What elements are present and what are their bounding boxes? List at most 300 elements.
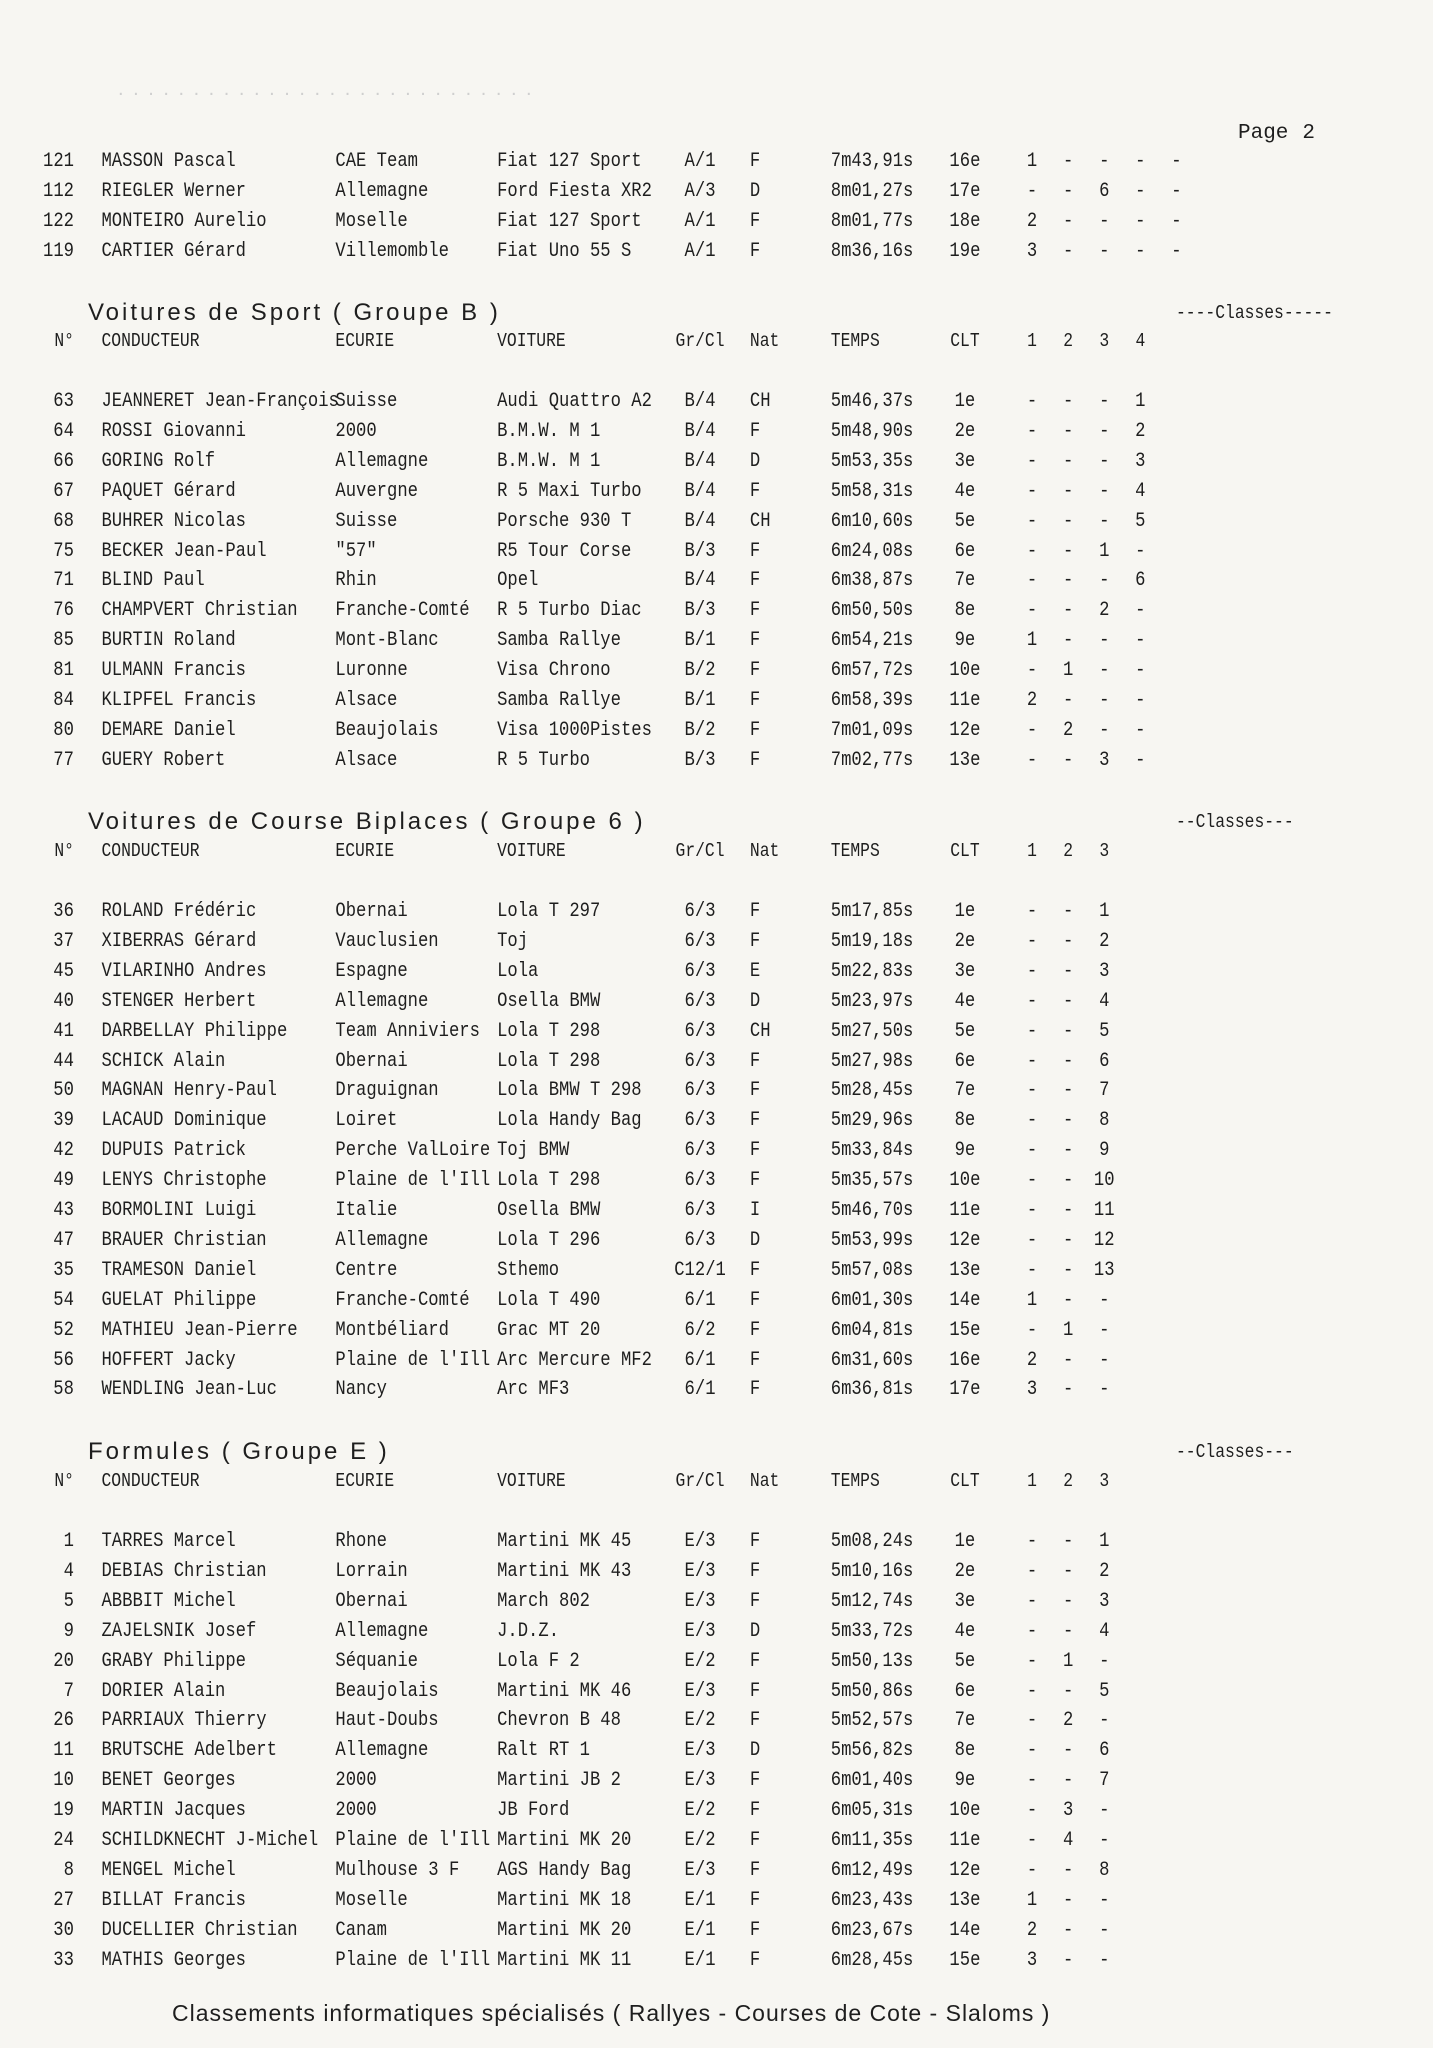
entry-number: 119: [43, 239, 74, 263]
entry-number: 47: [53, 1228, 74, 1252]
team-name: CAE Team: [335, 150, 418, 173]
entry-number: 71: [53, 569, 74, 593]
overall-rank: 6e: [954, 1049, 976, 1073]
nationality: F: [749, 1589, 761, 1613]
class-1-rank: -: [1026, 1228, 1038, 1252]
group-class: B/4: [684, 569, 716, 593]
class-1-rank: 1: [1026, 1288, 1038, 1312]
class-1-rank: -: [1026, 748, 1038, 772]
class-3-rank: 1: [1099, 1530, 1110, 1553]
overall-rank: 4e: [954, 1619, 976, 1643]
class-2-rank: -: [1062, 209, 1074, 233]
header-car: VOITURE: [497, 1470, 566, 1492]
car-model: Lola T 298: [497, 1019, 601, 1043]
team-name: 2000: [335, 419, 377, 443]
class-3-rank: 2: [1099, 1559, 1110, 1583]
class-2-rank: 4: [1062, 1829, 1074, 1852]
class-1-rank: 2: [1026, 689, 1038, 712]
class-3-rank: -: [1099, 390, 1110, 413]
car-model: R 5 Turbo: [497, 748, 590, 772]
nationality: F: [749, 1799, 761, 1823]
driver-name: LENYS Christophe: [101, 1169, 267, 1193]
nationality: F: [749, 599, 761, 623]
driver-name: STENGER Herbert: [101, 989, 257, 1013]
entry-number: 50: [53, 1079, 74, 1103]
team-name: Allemagne: [335, 1619, 429, 1643]
header-nat: Nat: [749, 330, 780, 352]
team-name: Rhone: [335, 1530, 388, 1553]
race-time: 5m28,45s: [830, 1079, 914, 1103]
race-time: 8m01,77s: [830, 209, 914, 233]
nationality: F: [749, 718, 761, 742]
entry-number: 84: [53, 689, 74, 712]
nationality: I: [749, 1199, 761, 1222]
class-1-rank: -: [1026, 1109, 1038, 1133]
nationality: F: [749, 419, 761, 443]
overall-rank: 1e: [954, 1530, 976, 1553]
nationality: F: [749, 659, 761, 683]
class-2-rank: 2: [1062, 1709, 1074, 1733]
nationality: F: [749, 1288, 761, 1312]
overall-rank: 13e: [949, 748, 981, 772]
overall-rank: 15e: [949, 1948, 981, 1972]
car-model: J.D.Z.: [497, 1619, 560, 1643]
class-1-rank: -: [1026, 1619, 1038, 1643]
nationality: F: [749, 209, 761, 233]
group-class: B/4: [684, 479, 716, 503]
driver-name: CARTIER Gérard: [101, 239, 246, 263]
team-name: Plaine de l'Ill: [335, 1169, 491, 1193]
team-name: Plaine de l'Ill: [335, 1829, 491, 1852]
nationality: D: [749, 1619, 761, 1643]
car-model: Fiat 127 Sport: [497, 209, 642, 233]
car-model: Lola F 2: [497, 1649, 580, 1673]
class-1-rank: 2: [1026, 209, 1038, 233]
entry-number: 35: [53, 1258, 74, 1282]
race-time: 6m38,87s: [830, 569, 914, 593]
class-2-rank: -: [1062, 179, 1074, 203]
race-time: 6m23,43s: [830, 1888, 914, 1912]
race-time: 7m02,77s: [830, 748, 914, 772]
overall-rank: 17e: [949, 1378, 981, 1402]
class-2-rank: 2: [1062, 718, 1074, 742]
class-1-rank: -: [1026, 1559, 1038, 1583]
team-name: Italie: [335, 1199, 398, 1222]
driver-name: MARTIN Jacques: [101, 1799, 246, 1823]
group-class: B/3: [684, 599, 716, 623]
entry-number: 26: [53, 1709, 74, 1733]
race-time: 6m04,81s: [830, 1318, 914, 1342]
team-name: Centre: [335, 1258, 398, 1282]
team-name: Alsace: [335, 689, 398, 712]
section-title: Formules ( Groupe E ): [88, 1438, 390, 1465]
car-model: Martini JB 2: [497, 1769, 621, 1793]
nationality: CH: [749, 509, 771, 533]
race-time: 5m23,97s: [830, 989, 914, 1013]
race-time: 6m01,30s: [830, 1288, 914, 1312]
header-rank: CLT: [950, 840, 980, 862]
class-3-rank: -: [1099, 1709, 1110, 1733]
class-5-rank: -: [1171, 239, 1182, 263]
class-1-rank: 2: [1026, 1918, 1038, 1942]
driver-name: MATHIS Georges: [101, 1948, 246, 1972]
class-2-rank: -: [1062, 1858, 1074, 1882]
header-group: Gr/Cl: [675, 840, 725, 862]
driver-name: DORIER Alain: [101, 1679, 226, 1703]
driver-name: DEBIAS Christian: [101, 1559, 267, 1583]
team-name: Plaine de l'Ill: [335, 1348, 491, 1372]
nationality: F: [749, 1888, 761, 1912]
driver-name: CHAMPVERT Christian: [101, 599, 298, 623]
group-class: E/1: [684, 1918, 716, 1942]
race-time: 6m58,39s: [830, 689, 914, 712]
car-model: Samba Rallye: [497, 689, 621, 712]
class-1-rank: -: [1026, 1679, 1038, 1703]
class-2-rank: -: [1062, 1378, 1074, 1402]
race-time: 6m50,50s: [830, 599, 914, 623]
nationality: F: [749, 1918, 761, 1942]
driver-name: RIEGLER Werner: [101, 179, 246, 203]
driver-name: BLIND Paul: [101, 569, 205, 593]
header-class-3: 3: [1099, 840, 1110, 862]
car-model: Audi Quattro A2: [497, 390, 652, 413]
class-1-rank: -: [1026, 419, 1038, 443]
nationality: D: [749, 179, 761, 203]
team-name: Franche-Comté: [335, 599, 470, 623]
entry-number: 121: [43, 150, 74, 173]
group-class: E/3: [684, 1858, 716, 1882]
overall-rank: 17e: [949, 179, 981, 203]
entry-number: 85: [53, 629, 74, 653]
nationality: F: [749, 1649, 761, 1673]
class-3-rank: -: [1099, 509, 1110, 533]
group-class: E/3: [684, 1769, 716, 1793]
race-time: 6m11,35s: [830, 1829, 914, 1852]
class-3-rank: -: [1099, 569, 1110, 593]
header-class-3: 3: [1099, 1470, 1110, 1492]
car-model: Chevron B 48: [497, 1709, 621, 1733]
entry-number: 27: [53, 1888, 74, 1912]
entry-number: 63: [53, 390, 74, 413]
class-3-rank: -: [1099, 150, 1110, 173]
class-2-rank: -: [1062, 479, 1074, 503]
header-car: VOITURE: [497, 840, 566, 862]
team-name: Allemagne: [335, 1228, 429, 1252]
header-driver: CONDUCTEUR: [101, 840, 200, 862]
entry-number: 33: [53, 1948, 74, 1972]
overall-rank: 14e: [949, 1918, 981, 1942]
overall-rank: 12e: [949, 1228, 981, 1252]
group-class: E/1: [684, 1888, 716, 1912]
driver-name: VILARINHO Andres: [101, 959, 267, 983]
class-4-rank: 3: [1135, 449, 1146, 473]
driver-name: ROSSI Giovanni: [101, 419, 246, 443]
header-driver: CONDUCTEUR: [101, 1470, 200, 1492]
header-num: N°: [54, 1470, 74, 1492]
group-class: E/2: [684, 1709, 716, 1733]
entry-number: 45: [53, 959, 74, 983]
race-time: 5m22,83s: [830, 959, 914, 983]
race-time: 5m46,70s: [830, 1199, 914, 1222]
nationality: D: [749, 1739, 761, 1763]
team-name: Auvergne: [335, 479, 418, 503]
class-1-rank: 1: [1026, 150, 1038, 173]
class-3-rank: 6: [1099, 1739, 1110, 1763]
class-2-rank: -: [1062, 239, 1074, 263]
class-3-rank: 9: [1099, 1139, 1110, 1163]
class-4-rank: -: [1135, 179, 1146, 203]
driver-name: ZAJELSNIK Josef: [101, 1619, 257, 1643]
class-4-rank: -: [1135, 539, 1146, 563]
header-class-2: 2: [1063, 1470, 1074, 1492]
group-class: 6/3: [684, 1199, 716, 1222]
class-2-rank: -: [1062, 1619, 1074, 1643]
class-4-rank: -: [1135, 629, 1146, 653]
car-model: Toj BMW: [497, 1139, 570, 1163]
header-time: TEMPS: [830, 1470, 880, 1492]
class-4-rank: -: [1135, 689, 1146, 712]
overall-rank: 10e: [949, 1169, 981, 1193]
nationality: F: [749, 239, 761, 263]
class-2-rank: -: [1062, 1288, 1074, 1312]
nationality: F: [749, 479, 761, 503]
class-1-rank: -: [1026, 1530, 1038, 1553]
driver-name: BRAUER Christian: [101, 1228, 267, 1252]
entry-number: 1: [63, 1530, 74, 1553]
group-class: 6/1: [684, 1378, 716, 1402]
class-2-rank: -: [1062, 569, 1074, 593]
nationality: F: [749, 1858, 761, 1882]
team-name: Team Anniviers: [335, 1019, 480, 1043]
car-model: Martini MK 20: [497, 1829, 632, 1852]
class-2-rank: -: [1062, 449, 1074, 473]
class-2-rank: -: [1062, 1079, 1074, 1103]
class-3-rank: -: [1099, 1948, 1110, 1972]
overall-rank: 12e: [949, 718, 981, 742]
group-class: E/2: [684, 1829, 716, 1852]
header-class-2: 2: [1063, 840, 1074, 862]
overall-rank: 8e: [954, 1109, 976, 1133]
class-1-rank: -: [1026, 989, 1038, 1013]
team-name: Séquanie: [335, 1649, 418, 1673]
header-time: TEMPS: [830, 330, 880, 352]
team-name: Vauclusien: [335, 929, 439, 953]
entry-number: 80: [53, 718, 74, 742]
group-class: 6/3: [684, 1169, 716, 1193]
header-num: N°: [54, 840, 74, 862]
class-1-rank: -: [1026, 1858, 1038, 1882]
car-model: Martini MK 18: [497, 1888, 632, 1912]
race-time: 5m50,86s: [830, 1679, 914, 1703]
team-name: Obernai: [335, 1049, 408, 1073]
class-1-rank: -: [1026, 1139, 1038, 1163]
driver-name: SCHICK Alain: [101, 1049, 226, 1073]
class-3-rank: 7: [1099, 1769, 1110, 1793]
overall-rank: 16e: [949, 1348, 981, 1372]
overall-rank: 11e: [949, 689, 981, 712]
car-model: AGS Handy Bag: [497, 1858, 632, 1882]
header-team: ECURIE: [335, 330, 395, 352]
class-3-rank: 6: [1099, 1049, 1110, 1073]
class-1-rank: 3: [1026, 239, 1038, 263]
class-3-rank: -: [1099, 1288, 1110, 1312]
class-3-rank: -: [1099, 239, 1110, 263]
driver-name: DUCELLIER Christian: [101, 1918, 298, 1942]
class-2-rank: 1: [1062, 1649, 1074, 1673]
race-time: 5m50,13s: [830, 1649, 914, 1673]
entry-number: 56: [53, 1348, 74, 1372]
group-class: 6/3: [684, 929, 716, 953]
entry-number: 9: [63, 1619, 74, 1643]
car-model: Visa Chrono: [497, 659, 611, 683]
entry-number: 67: [53, 479, 74, 503]
class-3-rank: -: [1099, 629, 1110, 653]
car-model: Osella BMW: [497, 989, 601, 1013]
overall-rank: 7e: [954, 1709, 976, 1733]
class-4-rank: 6: [1135, 569, 1146, 593]
car-model: Porsche 930 T: [497, 509, 632, 533]
race-time: 5m56,82s: [830, 1739, 914, 1763]
nationality: F: [749, 1948, 761, 1972]
driver-name: MONTEIRO Aurelio: [101, 209, 267, 233]
nationality: F: [749, 1169, 761, 1193]
group-class: 6/3: [684, 1019, 716, 1043]
group-class: E/3: [684, 1619, 716, 1643]
race-time: 5m53,99s: [830, 1228, 914, 1252]
driver-name: DARBELLAY Philippe: [101, 1019, 288, 1043]
group-class: B/1: [684, 689, 716, 712]
class-1-rank: -: [1026, 449, 1038, 473]
race-time: 6m01,40s: [830, 1769, 914, 1793]
class-3-rank: 3: [1099, 1589, 1110, 1613]
entry-number: 49: [53, 1169, 74, 1193]
nationality: F: [749, 748, 761, 772]
team-name: Draguignan: [335, 1079, 439, 1103]
overall-rank: 9e: [954, 1769, 976, 1793]
car-model: March 802: [497, 1589, 590, 1613]
driver-name: SCHILDKNECHT J-Michel: [101, 1829, 319, 1852]
class-1-rank: -: [1026, 1169, 1038, 1193]
race-time: 5m10,16s: [830, 1559, 914, 1583]
car-model: Fiat Uno 55 S: [497, 239, 632, 263]
entry-number: 20: [53, 1649, 74, 1673]
driver-name: MATHIEU Jean-Pierre: [101, 1318, 298, 1342]
class-2-rank: -: [1062, 1918, 1074, 1942]
entry-number: 36: [53, 900, 74, 923]
overall-rank: 5e: [954, 509, 976, 533]
race-time: 5m12,74s: [830, 1589, 914, 1613]
driver-name: BECKER Jean-Paul: [101, 539, 267, 563]
header-group: Gr/Cl: [675, 330, 725, 352]
car-model: Martini MK 20: [497, 1918, 632, 1942]
class-3-rank: -: [1099, 1649, 1110, 1673]
class-2-rank: -: [1062, 1049, 1074, 1073]
header-class-1: 1: [1027, 330, 1037, 352]
team-name: Allemagne: [335, 989, 429, 1013]
driver-name: JEANNERET Jean-François: [101, 390, 339, 413]
group-class: E/3: [684, 1559, 716, 1583]
car-model: Toj: [497, 929, 529, 953]
header-class-2: 2: [1063, 330, 1074, 352]
race-time: 5m19,18s: [830, 929, 914, 953]
race-time: 8m36,16s: [830, 239, 914, 263]
group-class: A/1: [684, 239, 716, 263]
class-2-rank: -: [1062, 150, 1074, 173]
class-4-rank: 1: [1135, 390, 1146, 413]
class-2-rank: -: [1062, 1139, 1074, 1163]
overall-rank: 3e: [954, 959, 976, 983]
class-4-rank: -: [1135, 659, 1146, 683]
group-class: 6/3: [684, 1228, 716, 1252]
car-model: Lola BMW T 298: [497, 1079, 642, 1103]
class-3-rank: -: [1099, 1348, 1110, 1372]
nationality: F: [749, 1348, 761, 1372]
class-2-rank: -: [1062, 539, 1074, 563]
nationality: D: [749, 989, 761, 1013]
nationality: F: [749, 1378, 761, 1402]
footer-note: Classements informatiques spécialisés ( Rallyes - Courses de Cote - Slaloms ): [172, 2000, 1051, 2026]
group-class: E/3: [684, 1679, 716, 1703]
team-name: Moselle: [335, 209, 408, 233]
class-1-rank: -: [1026, 1799, 1038, 1823]
driver-name: GUERY Robert: [101, 748, 226, 772]
classes-label: --Classes---: [1176, 1441, 1294, 1463]
class-2-rank: -: [1062, 629, 1074, 653]
overall-rank: 5e: [954, 1649, 976, 1673]
class-3-rank: -: [1099, 689, 1110, 712]
entry-number: 112: [43, 179, 74, 203]
car-model: Fiat 127 Sport: [497, 150, 642, 173]
race-time: 6m12,49s: [830, 1858, 914, 1882]
driver-name: BUHRER Nicolas: [101, 509, 246, 533]
group-class: B/4: [684, 390, 716, 413]
header-team: ECURIE: [335, 1470, 395, 1492]
class-3-rank: 4: [1099, 989, 1110, 1013]
entry-number: 76: [53, 599, 74, 623]
class-1-rank: -: [1026, 509, 1038, 533]
class-2-rank: -: [1062, 1739, 1074, 1763]
entry-number: 37: [53, 929, 74, 953]
class-2-rank: 3: [1062, 1799, 1074, 1823]
class-1-rank: -: [1026, 479, 1038, 503]
class-4-rank: -: [1135, 748, 1146, 772]
page-number: [1238, 122, 1329, 145]
race-time: 6m54,21s: [830, 629, 914, 653]
class-1-rank: -: [1026, 718, 1038, 742]
group-class: B/3: [684, 539, 716, 563]
group-class: 6/3: [684, 900, 716, 923]
car-model: Opel: [497, 569, 539, 593]
race-time: 5m48,90s: [830, 419, 914, 443]
class-2-rank: 1: [1062, 659, 1074, 683]
class-3-rank: -: [1099, 1799, 1110, 1823]
class-1-rank: 2: [1026, 1348, 1038, 1372]
car-model: Lola T 298: [497, 1169, 601, 1193]
overall-rank: 8e: [954, 1739, 976, 1763]
header-driver: CONDUCTEUR: [101, 330, 200, 352]
team-name: Villemomble: [335, 239, 449, 263]
driver-name: DEMARE Daniel: [101, 718, 236, 742]
race-time: 5m52,57s: [830, 1709, 914, 1733]
class-2-rank: -: [1062, 1169, 1074, 1193]
header-nat: Nat: [749, 840, 780, 862]
class-3-rank: -: [1099, 449, 1110, 473]
driver-name: GORING Rolf: [101, 449, 216, 473]
class-1-rank: -: [1026, 1258, 1038, 1282]
class-1-rank: -: [1026, 959, 1038, 983]
class-4-rank: 5: [1135, 509, 1146, 533]
class-2-rank: -: [1062, 900, 1074, 923]
